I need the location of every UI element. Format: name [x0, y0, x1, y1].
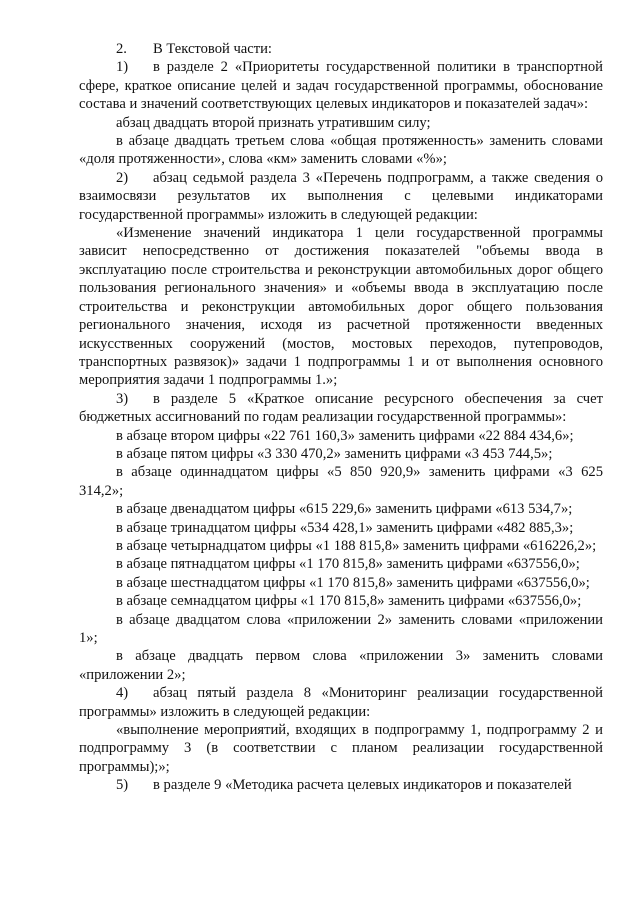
paragraph-section-2: [79, 58, 603, 113]
paragraph-body: абзац двадцать второй признать утратившим силу;: [116, 114, 431, 131]
paragraph: [79, 537, 603, 555]
item-number: 2): [116, 169, 129, 186]
paragraph: [79, 555, 603, 573]
paragraph-body: в абзаце двадцатом слова «приложении 2» заменить словами «приложении 1»;: [79, 611, 603, 646]
paragraph-text-part: [79, 40, 603, 58]
item-number: 2.: [116, 41, 127, 57]
paragraph: [79, 574, 603, 592]
paragraph-body: в абзаце двадцать третьем слова «общая протяженность» заменить словами «доля протяженности», слова «км» заменить словами «%»;: [79, 133, 603, 168]
paragraph: [79, 427, 603, 445]
paragraph: [79, 224, 603, 390]
item-number: 3): [116, 390, 129, 407]
paragraph: [79, 132, 603, 169]
paragraph-body: в абзаце двадцать первом слова «приложении 3» заменить словами «приложении 2»;: [79, 648, 603, 683]
paragraph-body: в абзаце втором цифры «22 761 160,3» заменить цифрами «22 884 434,6»;: [116, 427, 574, 444]
paragraph-body: в абзаце тринадцатом цифры «534 428,1» заменить цифрами «482 885,3»;: [116, 519, 574, 536]
paragraph-section-5: [79, 390, 603, 427]
paragraph-body: абзац пятый раздела 8 «Мониторинг реализации государственной программы» изложить в следующей редакции:: [79, 685, 603, 720]
paragraph: [79, 463, 603, 500]
item-number: 1): [116, 59, 129, 76]
paragraph-body: в разделе 5 «Краткое описание ресурсного обеспечения за счет бюджетных ассигнований по годам реализации государственной программы»:: [79, 390, 603, 426]
item-number: 5): [116, 777, 129, 794]
paragraph-body: в абзаце двенадцатом цифры «615 229,6» заменить цифрами «613 534,7»;: [116, 501, 573, 518]
paragraph: [79, 592, 603, 610]
paragraph-body: в абзаце одиннадцатом цифры «5 850 920,9» заменить цифрами «3 625 314,2»;: [79, 464, 603, 499]
paragraph-body: в разделе 9 «Методика расчета целевых индикаторов и показателей: [153, 777, 572, 794]
paragraph: [79, 114, 603, 132]
paragraph-body: в абзаце четырнадцатом цифры «1 188 815,8» заменить цифрами «616226,2»;: [116, 537, 597, 554]
paragraph: [79, 721, 603, 776]
paragraph-body: «выполнение мероприятий, входящих в подпрограмму 1, подпрограмму 2 и подпрограмму 3 (в соответствии с планом реализации государственной программы);»;: [79, 722, 603, 775]
paragraph-body: абзац седьмой раздела 3 «Перечень подпрограмм, а также сведения о взаимосвязи результатов их выполнения с целевыми индикаторами государственной программы» изложить в следующей редакции:: [79, 169, 603, 223]
item-number: 4): [116, 685, 129, 702]
paragraph-body: в абзаце пятнадцатом цифры «1 170 815,8» заменить цифрами «637556,0»;: [116, 556, 580, 573]
paragraph: [79, 445, 603, 463]
paragraph-section-8: [79, 684, 603, 721]
paragraph: [79, 611, 603, 648]
paragraph: [79, 647, 603, 684]
paragraph-body: В Текстовой части:: [153, 41, 272, 57]
paragraph-body: в абзаце шестнадцатом цифры «1 170 815,8» заменить цифрами «637556,0»;: [116, 574, 590, 591]
paragraph-body: в абзаце пятом цифры «3 330 470,2» заменить цифрами «3 453 744,5»;: [116, 445, 553, 462]
paragraph: [79, 500, 603, 518]
paragraph-body: «Изменение значений индикатора 1 цели государственной программы зависит непосредственно от достижения показателей "объемы ввода в эксплуатацию после строительства и реконструкции автомобильных дорог общего пользования регионального значения» и «объемы ввода в эксплуатацию после строительства и реконструкции автомобильных дорог общего пользования регионального значения, исходя из расчетной протяженности введенных искусственных сооружений (мостов, мостовых переходов, путепроводов, транспортных развязок)» задачи 1 подпрограммы 1 и от выполнения основного мероприятия задачи 1 подпрограммы 1.»;: [79, 225, 603, 389]
document-text: [79, 40, 603, 795]
paragraph-section-9: [79, 776, 603, 794]
paragraph-body: в абзаце семнадцатом цифры «1 170 815,8» заменить цифрами «637556,0»;: [116, 593, 582, 610]
paragraph: [79, 519, 603, 537]
paragraph-body: в разделе 2 «Приоритеты государственной политики в транспортной сфере, краткое описание целей и задач государственной программы, обоснование состава и значений соответствующих целевых индикаторов и показателей задач»:: [79, 59, 603, 113]
paragraph-section-3: [79, 169, 603, 224]
